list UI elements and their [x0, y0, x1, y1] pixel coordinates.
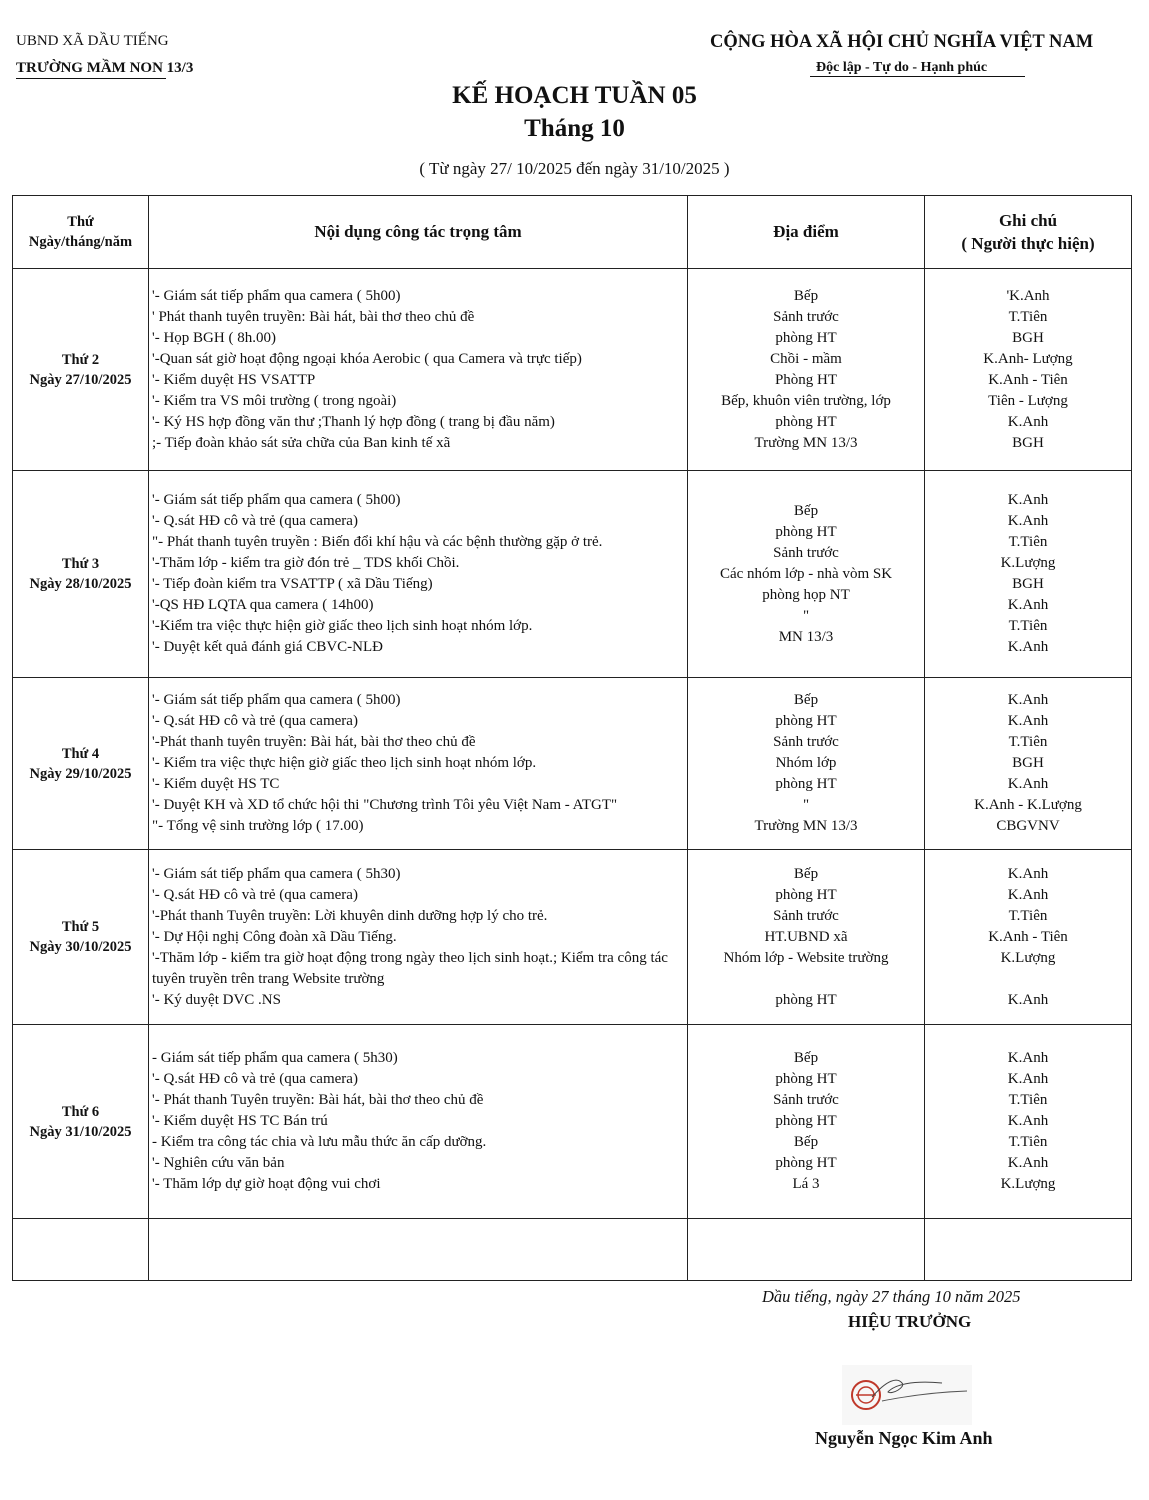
note-line: T.Tiên [1008, 308, 1048, 325]
header-day-line2: Ngày/tháng/năm [28, 234, 133, 250]
empty-cell [925, 1219, 1132, 1281]
note-line: K.Lượng [1000, 555, 1056, 571]
table-row [13, 850, 1132, 1025]
content-line: '-QS HĐ LQTA qua camera ( 14h00) [152, 597, 374, 613]
note-line: Tiên - Lượng [988, 392, 1068, 409]
content-line: '-Kiểm tra việc thực hiện giờ giấc theo lịch sinh hoạt nhóm lớp. [152, 618, 533, 634]
place-line: phòng HT [775, 991, 837, 1008]
content-line: ;- Tiếp đoàn khảo sát sửa chữa của Ban kinh tế xã [152, 434, 451, 451]
note-line: T.Tiên [1008, 734, 1048, 750]
content-line: - Kiểm tra công tác chia và lưu mẫu thức ăn cấp dưỡng. [152, 1134, 487, 1150]
authority-name: UBND XÃ DẦU TIẾNG [16, 33, 169, 49]
place-line [688, 969, 924, 990]
place-line: Lá 3 [792, 1176, 820, 1192]
day-label: Thứ 6 [61, 1103, 100, 1120]
note-line: K.Anh [1007, 492, 1049, 508]
table-row [13, 269, 1132, 471]
content-cell [149, 1025, 688, 1219]
place-line: Bếp [793, 287, 819, 304]
note-line: K.Lượng [1000, 949, 1056, 966]
day-label: Thứ 2 [61, 351, 100, 368]
motto-underline [810, 76, 1025, 77]
empty-cell [149, 1219, 688, 1281]
note-line: K.Lượng [1000, 1176, 1056, 1192]
document-title: KẾ HOẠCH TUẦN 05 [452, 82, 697, 109]
content-line: "- Tổng vệ sinh trường lớp ( 17.00) [152, 818, 364, 834]
content-line: '- Duyệt KH và XD tổ chức hội thi "Chương trình Tôi yêu Việt Nam - ATGT" [152, 797, 618, 813]
day-cell [13, 269, 149, 471]
place-line: Bếp [793, 1134, 819, 1150]
place-cell [688, 269, 925, 471]
content-line: '- Họp BGH ( 8h.00) [152, 329, 276, 346]
place-line: phòng HT [775, 1155, 837, 1171]
content-line: '-Phát thanh tuyên truyền: Bài hát, bài thơ theo chủ đề [152, 734, 476, 750]
content-cell [149, 678, 688, 850]
note-cell [925, 850, 1132, 1025]
content-line: "- Phát thanh tuyên truyền : Biến đổi khí hậu và các bệnh thường gặp ở trẻ. [152, 534, 603, 550]
note-line: K.Anh [1007, 886, 1049, 903]
note-line: BGH [1012, 576, 1044, 592]
place-cell [688, 471, 925, 678]
content-line: ' Phát thanh tuyên truyền: Bài hát, bài thơ theo chủ đề [152, 308, 475, 325]
table-row [13, 1025, 1132, 1219]
note-line: BGH [1012, 434, 1044, 451]
place-line: HT.UBND xã [764, 928, 848, 945]
content-line: '- Q.sát HĐ cô và trẻ (qua camera) [152, 886, 358, 903]
header-note-line2: ( Người thực hiện) [961, 234, 1095, 253]
content-line: '- Kiểm tra VS môi trường ( trong ngoài) [152, 392, 397, 409]
content-line: '-Thăm lớp - kiểm tra giờ hoạt động trong ngày theo lịch sinh hoạt.; Kiểm tra công tác tuyên truyền trên trang Website trường [152, 949, 668, 987]
header-note [925, 196, 1132, 269]
place-line: Bếp, khuôn viên trường, lớp [721, 392, 891, 409]
note-line: K.Anh [1007, 1050, 1049, 1066]
place-line: Sảnh trước [773, 308, 839, 325]
content-line: '- Kiểm duyệt HS VSATTP [152, 371, 316, 388]
place-line: phòng HT [775, 413, 837, 430]
note-line: T.Tiên [1008, 907, 1048, 924]
content-cell [149, 269, 688, 471]
place-line: phòng HT [775, 1113, 837, 1129]
place-line: Bếp [793, 692, 819, 708]
note-line: T.Tiên [1008, 534, 1048, 550]
place-line: Sảnh trước [773, 734, 839, 750]
document-subtitle: Tháng 10 [524, 115, 625, 142]
weekly-plan-table [12, 195, 1132, 1281]
place-line: Bếp [793, 502, 819, 519]
note-line: K.Anh - Tiên [988, 371, 1068, 388]
empty-cell [13, 1219, 149, 1281]
note-line: K.Anh [1007, 1113, 1049, 1129]
date-label: Ngày 27/10/2025 [29, 371, 132, 388]
day-cell [13, 850, 149, 1025]
header-day-line1: Thứ [67, 214, 94, 230]
day-label: Thứ 4 [61, 745, 100, 762]
header-day [13, 196, 149, 269]
place-line: Nhóm lớp [775, 755, 837, 771]
content-line: '- Giám sát tiếp phẩm qua camera ( 5h30) [152, 865, 401, 882]
place-line: " [802, 607, 810, 624]
content-line: '- Dự Hội nghị Công đoàn xã Dầu Tiếng. [152, 928, 397, 945]
day-cell [13, 678, 149, 850]
note-line: BGH [1012, 329, 1044, 346]
header-place: Địa điểm [688, 196, 925, 269]
table-row [13, 678, 1132, 850]
place-line: phòng họp NT [762, 586, 850, 603]
date-range: ( Từ ngày 27/ 10/2025 đến ngày 31/10/2025 ) [419, 159, 730, 178]
signature-stamp-icon [842, 1365, 972, 1425]
note-line: K.Anh [1007, 865, 1049, 882]
place-line: MN 13/3 [778, 628, 834, 645]
note-line [925, 969, 1131, 990]
school-name: TRƯỜNG MẦM NON 13/3 [16, 60, 194, 76]
content-line: '- Ký duyệt DVC .NS [152, 991, 281, 1008]
note-line: BGH [1012, 755, 1044, 771]
content-line: '- Kiểm tra việc thực hiện giờ giấc theo lịch sinh hoạt nhóm lớp. [152, 755, 537, 771]
day-label: Thứ 5 [61, 919, 100, 935]
signer-position: HIỆU TRƯỞNG [848, 1312, 972, 1331]
header-note-line1: Ghi chú [998, 211, 1058, 230]
empty-row [13, 1219, 1132, 1281]
place-line: phòng HT [775, 329, 837, 346]
note-line: K.Anh [1007, 597, 1049, 613]
place-line: Sảnh trước [773, 544, 839, 561]
content-line: '- Tiếp đoàn kiểm tra VSATTP ( xã Dầu Tiếng) [152, 576, 433, 592]
content-line: '- Giám sát tiếp phẩm qua camera ( 5h00) [152, 492, 401, 508]
content-cell [149, 471, 688, 678]
content-line: '- Nghiên cứu văn bản [152, 1155, 285, 1171]
note-line: K.Anh - Tiên [988, 928, 1068, 945]
content-line: '-Phát thanh Tuyên truyền: Lời khuyên dinh dưỡng hợp lý cho trẻ. [152, 907, 548, 924]
content-line: '-Quan sát giờ hoạt động ngoại khóa Aerobic ( qua Camera và trực tiếp) [152, 350, 582, 367]
content-line: - Giám sát tiếp phẩm qua camera ( 5h30) [152, 1050, 398, 1066]
note-line: K.Anh [1007, 639, 1049, 655]
note-line: 'K.Anh [1006, 287, 1050, 304]
header-content: Nội dụng công tác trọng tâm [149, 196, 688, 269]
place-line: Trường MN 13/3 [754, 818, 858, 834]
date-label: Ngày 29/10/2025 [29, 765, 132, 782]
content-line: '- Kiểm duyệt HS TC Bán trú [152, 1113, 328, 1129]
day-cell [13, 1025, 149, 1219]
note-cell [925, 1025, 1132, 1219]
place-line: Sảnh trước [773, 907, 839, 924]
place-line: phòng HT [775, 776, 837, 792]
content-cell [149, 850, 688, 1025]
content-line: '- Ký HS hợp đồng văn thư ;Thanh lý hợp đồng ( trang bị đầu năm) [152, 413, 555, 430]
place-line: Bếp [793, 1050, 819, 1066]
note-line: K.Anh [1007, 1071, 1049, 1087]
table-header-row [13, 196, 1132, 269]
place-cell [688, 1025, 925, 1219]
note-line: K.Anh [1007, 513, 1049, 529]
place-line: " [802, 797, 810, 813]
date-label: Ngày 31/10/2025 [29, 1123, 132, 1140]
content-line: '- Giám sát tiếp phẩm qua camera ( 5h00) [152, 692, 401, 708]
note-line: CBGVNV [996, 818, 1060, 834]
place-line: phòng HT [775, 523, 837, 540]
content-line: '- Q.sát HĐ cô và trẻ (qua camera) [152, 713, 358, 729]
note-line: K.Anh - K.Lượng [974, 797, 1082, 813]
content-line: '- Kiểm duyệt HS TC [152, 776, 280, 792]
place-line: Phòng HT [774, 371, 838, 388]
date-label: Ngày 28/10/2025 [29, 576, 132, 592]
place-line: Bếp [793, 865, 819, 882]
note-line: K.Anh [1007, 413, 1049, 430]
note-cell [925, 678, 1132, 850]
note-cell [925, 269, 1132, 471]
place-line: Sảnh trước [773, 1092, 839, 1108]
day-cell [13, 471, 149, 678]
place-line: Các nhóm lớp - nhà vòm SK [719, 565, 893, 582]
school-underline [16, 78, 166, 79]
signer-name: Nguyễn Ngọc Kim Anh [815, 1428, 993, 1448]
content-line: '- Duyệt kết quả đánh giá CBVC-NLĐ [152, 639, 383, 655]
note-line: T.Tiên [1008, 1092, 1048, 1108]
place-line: phòng HT [775, 1071, 837, 1087]
note-line: K.Anh [1007, 1155, 1049, 1171]
date-label: Ngày 30/10/2025 [29, 939, 132, 955]
content-line: '-Thăm lớp - kiểm tra giờ đón trẻ _ TDS khối Chồi. [152, 555, 460, 571]
table-row [13, 471, 1132, 678]
note-line: K.Anh [1007, 713, 1049, 729]
note-line: K.Anh- Lượng [983, 350, 1073, 367]
place-cell [688, 678, 925, 850]
place-line: phòng HT [775, 886, 837, 903]
signature-date: Dầu tiếng, ngày 27 tháng 10 năm 2025 [762, 1287, 1021, 1306]
note-line: T.Tiên [1008, 1134, 1048, 1150]
content-line: '- Q.sát HĐ cô và trẻ (qua camera) [152, 513, 358, 529]
place-line: Trường MN 13/3 [754, 434, 858, 451]
national-motto: Độc lập - Tự do - Hạnh phúc [816, 60, 988, 75]
content-line: '- Phát thanh Tuyên truyền: Bài hát, bài thơ theo chủ đề [152, 1092, 484, 1108]
content-line: '- Giám sát tiếp phẩm qua camera ( 5h00) [152, 287, 401, 304]
place-cell [688, 850, 925, 1025]
day-label: Thứ 3 [61, 556, 100, 572]
note-line: K.Anh [1007, 776, 1049, 792]
content-line: '- Q.sát HĐ cô và trẻ (qua camera) [152, 1071, 358, 1087]
note-cell [925, 471, 1132, 678]
place-line: Chồi - mầm [770, 350, 842, 367]
note-line: K.Anh [1007, 692, 1049, 708]
content-line: '- Thăm lớp dự giờ hoạt động vui chơi [152, 1176, 381, 1192]
place-line: Nhóm lớp - Website trường [723, 949, 889, 966]
note-line: K.Anh [1007, 991, 1049, 1008]
note-line: T.Tiên [1008, 618, 1048, 634]
empty-cell [688, 1219, 925, 1281]
place-line: phòng HT [775, 713, 837, 729]
nation-name: CỘNG HÒA XÃ HỘI CHỦ NGHĨA VIỆT NAM [710, 32, 1094, 52]
